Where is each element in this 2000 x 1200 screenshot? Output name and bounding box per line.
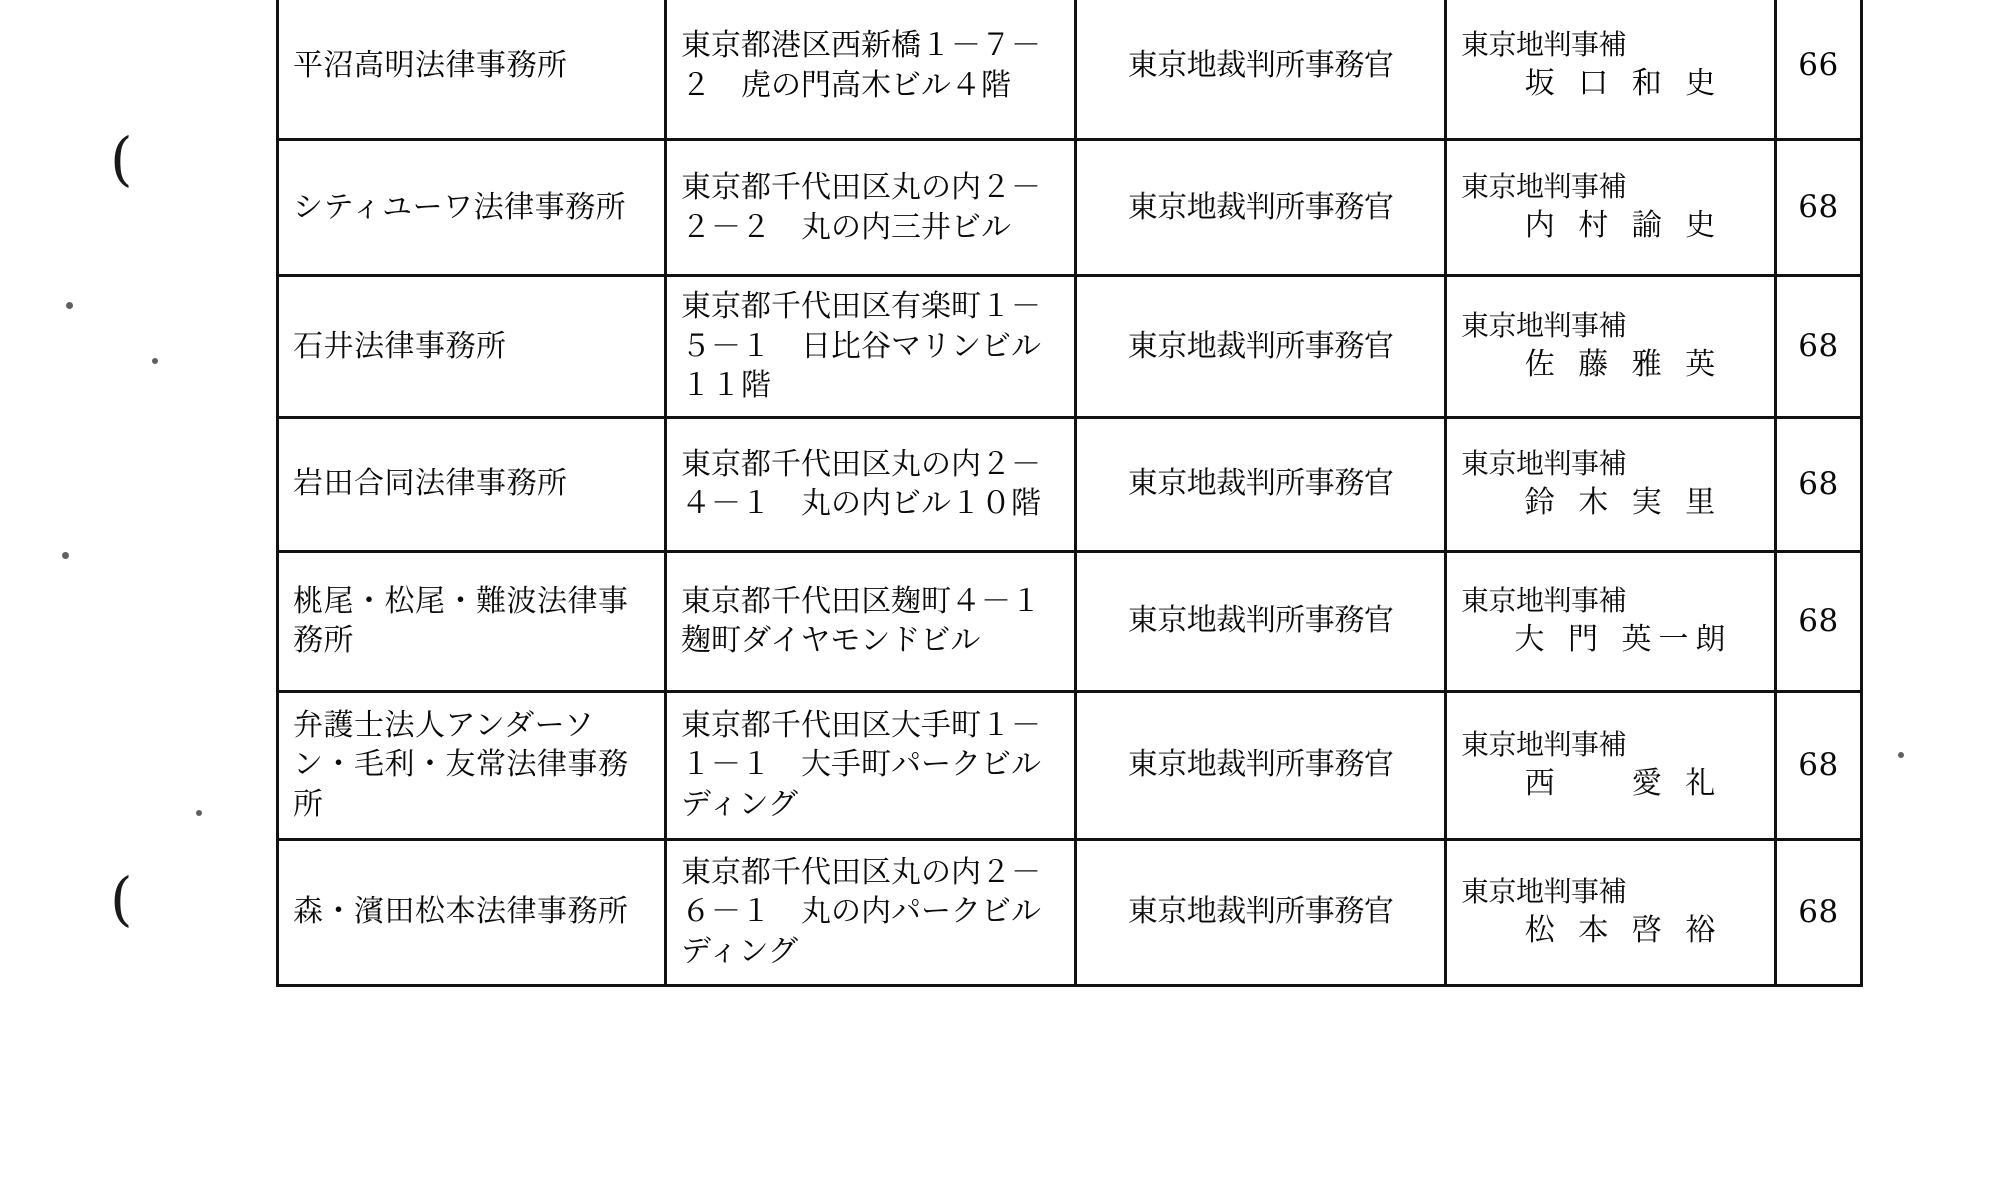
judge-block: [1447, 864, 1774, 961]
cell-address: [666, 276, 1076, 418]
table-row: [278, 691, 1862, 839]
cell-judge: [1446, 551, 1776, 691]
judge-block: [1447, 717, 1774, 814]
cell-judge: [1446, 417, 1776, 551]
judge-title: 東京地判事補: [1461, 584, 1627, 617]
cell-address: [666, 551, 1076, 691]
cell-office: [278, 417, 666, 551]
cell-judge: [1446, 140, 1776, 276]
cell-office: [278, 140, 666, 276]
cell-number: [1776, 140, 1862, 276]
term-number: 66: [1798, 47, 1839, 84]
office-address: 東京都千代田区丸の内２－６－１ 丸の内パークビルディング: [681, 854, 1041, 970]
cell-number: [1776, 551, 1862, 691]
office-name: シティユーワ法律事務所: [293, 189, 627, 225]
term-number: 68: [1798, 465, 1839, 502]
handwritten-paren-bottom: (: [110, 865, 133, 933]
cell-address: [666, 417, 1076, 551]
cell-number: [1776, 276, 1862, 418]
cell-office: [278, 839, 666, 985]
table-row: [278, 417, 1862, 551]
records-table: [276, 0, 1863, 987]
judge-title: 東京地判事補: [1461, 170, 1627, 204]
judge-name: 西 愛 礼: [1524, 765, 1723, 801]
cell-address: [666, 140, 1076, 276]
cell-number: [1776, 839, 1862, 985]
cell-office: [278, 691, 666, 839]
office-address: 東京都千代田区丸の内２－４－１ 丸の内ビル１０階: [681, 446, 1041, 522]
court-post: 東京地裁判所事務官: [1127, 747, 1394, 783]
office-name: 弁護士法人アンダーソン・毛利・友常法律事務所: [293, 707, 629, 823]
table-row: [278, 839, 1862, 985]
cell-office: [278, 0, 666, 140]
judge-title: 東京地判事補: [1461, 728, 1627, 761]
scan-speck: [1898, 752, 1904, 758]
cell-court: [1076, 0, 1446, 140]
judge-name: 佐 藤 雅 英: [1524, 347, 1723, 383]
handwritten-paren-top: (: [110, 125, 133, 193]
scan-speck: [152, 358, 158, 364]
judge-block: [1447, 159, 1774, 256]
scan-speck: [196, 810, 202, 816]
cell-address: [666, 0, 1076, 140]
cell-office: [278, 551, 666, 691]
office-name: 桃尾・松尾・難波法律事務所: [293, 583, 629, 659]
cell-court: [1076, 140, 1446, 276]
cell-office: [278, 276, 666, 418]
cell-court: [1076, 551, 1446, 691]
court-post: 東京地裁判所事務官: [1127, 47, 1394, 83]
cell-number: [1776, 0, 1862, 140]
cell-number: [1776, 691, 1862, 839]
scan-speck: [62, 552, 69, 559]
cell-judge: [1446, 276, 1776, 418]
cell-number: [1776, 417, 1862, 551]
court-post: 東京地裁判所事務官: [1127, 189, 1394, 225]
table-row: [278, 0, 1862, 140]
term-number: 68: [1798, 746, 1839, 783]
term-number: 68: [1798, 189, 1839, 226]
table-row: [278, 276, 1862, 418]
office-name: 石井法律事務所: [293, 328, 507, 364]
judge-block: [1447, 573, 1774, 670]
term-number: 68: [1798, 327, 1839, 364]
office-name: 岩田合同法律事務所: [293, 466, 568, 502]
court-post: 東京地裁判所事務官: [1127, 894, 1394, 930]
court-post: 東京地裁判所事務官: [1127, 466, 1394, 502]
judge-name: 坂 口 和 史: [1524, 66, 1723, 102]
office-name: 平沼高明法律事務所: [293, 47, 568, 83]
office-address: 東京都港区西新橋１－７－２ 虎の門高木ビル４階: [681, 27, 1041, 103]
court-post: 東京地裁判所事務官: [1127, 328, 1394, 364]
judge-title: 東京地判事補: [1461, 28, 1627, 62]
judge-block: [1447, 436, 1774, 533]
judge-block: [1447, 17, 1774, 114]
office-address: 東京都千代田区麹町４－１麹町ダイヤモンドビル: [681, 583, 1041, 659]
cell-court: [1076, 417, 1446, 551]
cell-judge: [1446, 0, 1776, 140]
cell-address: [666, 691, 1076, 839]
cell-court: [1076, 276, 1446, 418]
table-row: [278, 140, 1862, 276]
term-number: 68: [1798, 893, 1839, 930]
cell-judge: [1446, 839, 1776, 985]
judge-name: 大 門 英一朗: [1514, 621, 1733, 657]
scan-speck: [66, 302, 73, 309]
cell-court: [1076, 691, 1446, 839]
table-row: [278, 551, 1862, 691]
cell-address: [666, 839, 1076, 985]
court-post: 東京地裁判所事務官: [1127, 603, 1394, 639]
cell-judge: [1446, 691, 1776, 839]
judge-name: 内 村 諭 史: [1524, 208, 1723, 244]
judge-title: 東京地判事補: [1461, 875, 1627, 908]
office-name: 森・濱田松本法律事務所: [293, 894, 629, 930]
judge-title: 東京地判事補: [1461, 309, 1627, 343]
cell-court: [1076, 839, 1446, 985]
judge-block: [1447, 298, 1774, 395]
office-address: 東京都千代田区丸の内２－２－２ 丸の内三井ビル: [681, 169, 1041, 245]
office-address: 東京都千代田区有楽町１－５－１ 日比谷マリンビル１１階: [681, 289, 1041, 404]
judge-title: 東京地判事補: [1461, 447, 1627, 480]
judge-name: 鈴 木 実 里: [1524, 484, 1723, 520]
term-number: 68: [1798, 602, 1839, 639]
office-address: 東京都千代田区大手町１－１－１ 大手町パークビルディング: [681, 707, 1041, 823]
judge-name: 松 本 啓 裕: [1524, 912, 1723, 948]
